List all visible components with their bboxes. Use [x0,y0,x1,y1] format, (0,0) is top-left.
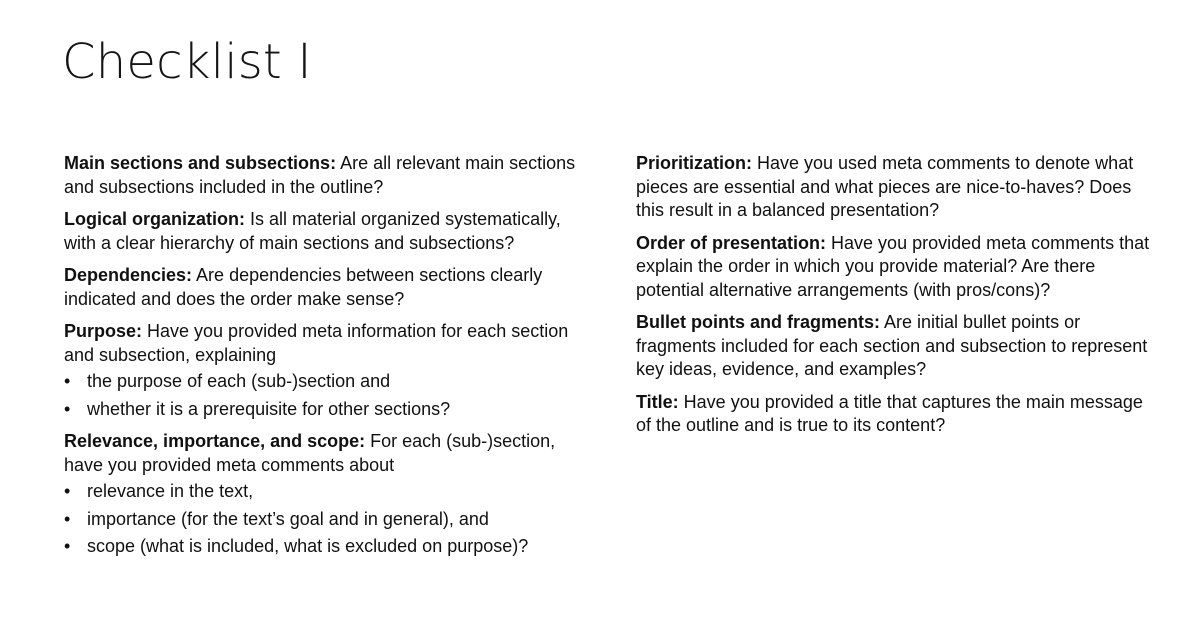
item-lead: Order of presentation: [636,232,827,253]
bullet-marker: • [64,536,71,556]
item-lead: Purpose: [64,321,143,341]
bullet-item [64,480,584,504]
checklist-item [64,264,584,311]
bullet-text: whether it is a prerequisite for other sections? [87,398,451,419]
item-text: Are dependencies between sections clearly indicated and does the order make sense? [64,265,543,309]
checklist-item [64,208,584,255]
checklist-item [64,320,584,421]
checklist-item [636,152,1156,223]
right-column [636,152,1156,447]
item-text: Are all relevant main sections and subsections included in the outline? [64,153,576,197]
item-paragraph [636,232,1156,303]
item-lead: Title: [636,391,679,412]
item-lead: Relevance, importance, and scope: [64,431,366,451]
checklist-item [636,391,1156,438]
checklist-item [636,232,1156,303]
bullet-marker: • [64,398,71,419]
bullet-text: relevance in the text, [87,481,254,501]
slide-title: Checklist I [62,34,312,90]
bullet-marker: • [64,508,71,529]
checklist-item [64,430,584,559]
item-lead: Logical organization: [64,209,246,229]
item-lead: Dependencies: [64,265,193,285]
bullet-item [64,398,584,422]
item-text: Have you provided a title that captures the main message of the outline and is true to its content? [636,391,1143,435]
bullet-item [64,370,584,394]
bullet-item [64,508,584,532]
item-paragraph [64,152,584,199]
item-paragraph [64,208,584,255]
item-paragraph [64,320,584,367]
item-paragraph [636,152,1156,223]
item-text: Have you used meta comments to denote what pieces are essential and what pieces are nice-to-haves? Does this result in a balanced presentation? [636,153,1134,220]
item-lead: Prioritization: [636,153,752,173]
item-text: Is all material organized systematically, with a clear hierarchy of main sections and subsections? [64,209,561,253]
bullet-item [64,535,584,559]
bullet-marker: • [64,371,71,391]
item-text: Have you provided meta comments that explain the order in which you provide material? Are there potential alternative arrangements (with pros/cons)? [636,232,1150,300]
item-text: Are initial bullet points or fragments included for each section and subsection to represent key ideas, evidence, and examples? [636,312,1148,379]
bullet-text: scope (what is included, what is excluded on purpose)? [87,536,529,556]
item-lead: Main sections and subsections: [64,153,337,173]
bullet-list [64,370,584,421]
bullet-text: importance (for the text’s goal and in general), and [87,508,489,529]
item-paragraph [636,391,1156,438]
checklist-item [636,311,1156,382]
checklist-item [64,152,584,199]
item-paragraph [64,430,584,477]
item-text: For each (sub-)section, have you provided meta comments about [64,431,556,475]
item-lead: Bullet points and fragments: [636,312,881,332]
item-text: Have you provided meta information for each section and subsection, explaining [64,321,569,365]
bullet-list [64,480,584,559]
item-paragraph [636,311,1156,382]
bullet-marker: • [64,481,71,501]
left-column [64,152,584,568]
bullet-text: the purpose of each (sub-)section and [87,371,391,391]
item-paragraph [64,264,584,311]
